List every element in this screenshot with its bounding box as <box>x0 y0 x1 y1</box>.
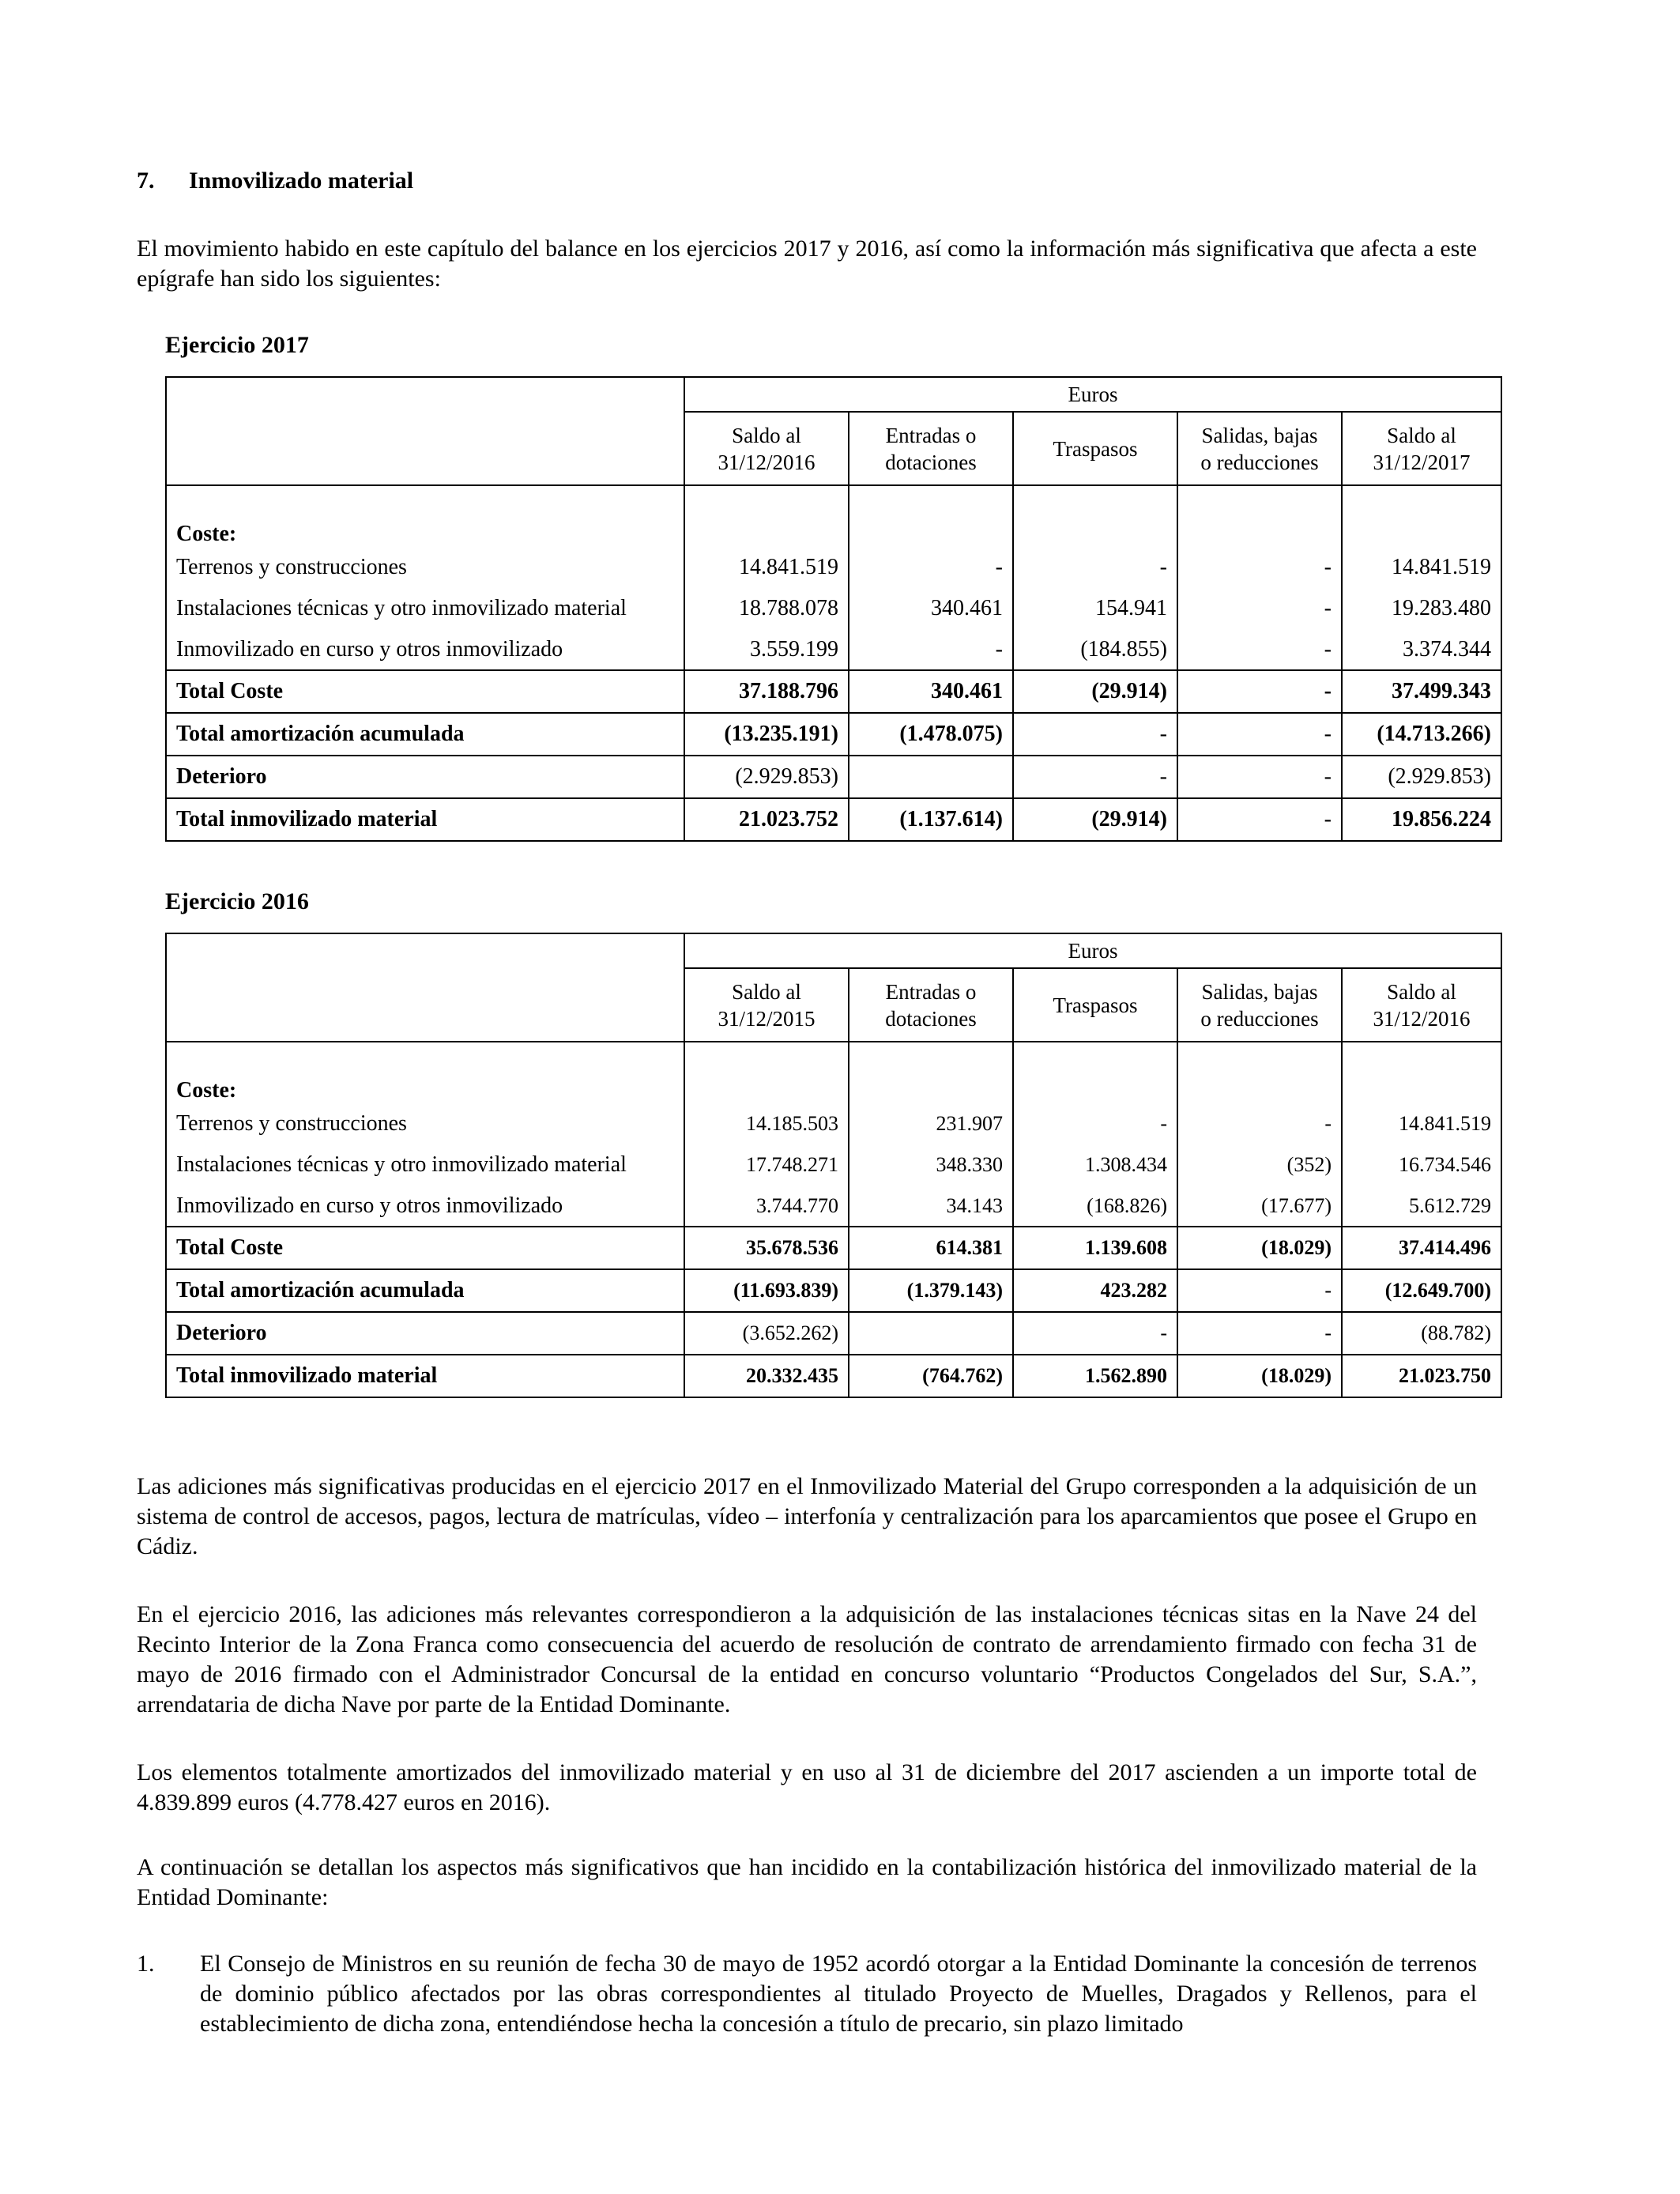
cell: (88.782) <box>1342 1312 1501 1355</box>
row-label: Deterioro <box>166 756 684 798</box>
deterioro-row <box>166 1312 1501 1355</box>
amortizacion-row <box>166 713 1501 756</box>
cell: 20.332.435 <box>684 1355 849 1397</box>
paragraph-totalmente-amortizados: Los elementos totalmente amortizados del inmovilizado material y en uso al 31 de diciembre del 2017 ascienden a un importe total de 4.839.899 euros (4.778.427 euros en 2016). <box>137 1759 1477 1815</box>
table-row <box>166 547 1501 588</box>
cell: 21.023.750 <box>1342 1355 1501 1397</box>
cell: 16.734.546 <box>1342 1144 1501 1186</box>
table-row <box>166 629 1501 670</box>
cell: - <box>1177 756 1342 798</box>
cell: - <box>1013 547 1177 588</box>
section-heading <box>137 168 413 194</box>
cell: 614.381 <box>849 1227 1013 1269</box>
cell: - <box>1177 713 1342 756</box>
cell: 14.185.503 <box>684 1103 849 1144</box>
col-header: Traspasos <box>1013 412 1177 485</box>
cell: 423.282 <box>1013 1269 1177 1312</box>
cell: 1.308.434 <box>1013 1144 1177 1186</box>
coste-label: Coste: <box>166 1042 684 1103</box>
cell: 231.907 <box>849 1103 1013 1144</box>
cell: - <box>1013 1312 1177 1355</box>
col-header: Saldo al 31/12/2017 <box>1342 412 1501 485</box>
total-row <box>166 798 1501 841</box>
cell: - <box>849 547 1013 588</box>
row-label: Total inmovilizado material <box>166 1355 684 1397</box>
row-label: Terrenos y construcciones <box>166 547 684 588</box>
cell: 5.612.729 <box>1342 1186 1501 1227</box>
cell: 14.841.519 <box>1342 1103 1501 1144</box>
cell: 35.678.536 <box>684 1227 849 1269</box>
currency-header: Euros <box>684 377 1501 412</box>
cell: 19.283.480 <box>1342 588 1501 629</box>
section-title: Inmovilizado material <box>189 168 414 194</box>
col-header: Saldo al 31/12/2016 <box>1342 968 1501 1042</box>
deterioro-row <box>166 756 1501 798</box>
cell: (3.652.262) <box>684 1312 849 1355</box>
table-2017 <box>165 376 1502 842</box>
cell: (764.762) <box>849 1355 1013 1397</box>
cell: - <box>849 629 1013 670</box>
cell: (11.693.839) <box>684 1269 849 1312</box>
cell: 340.461 <box>849 670 1013 713</box>
paragraph-adiciones-2017: Las adiciones más significativas producidas en el ejercicio 2017 en el Inmovilizado Material del Grupo corresponden a la adquisición de un sistema de control de accesos, pagos, lectura de matrículas, vídeo – interfonía y centralización para los aparcamientos que posee el Grupo en Cádiz. <box>137 1473 1477 1559</box>
cell: (352) <box>1177 1144 1342 1186</box>
col-header: Salidas, bajas o reducciones <box>1177 968 1342 1042</box>
cell: 18.788.078 <box>684 588 849 629</box>
cell: - <box>1177 1312 1342 1355</box>
row-label: Total Coste <box>166 1227 684 1269</box>
cell: - <box>1177 547 1342 588</box>
amortizacion-row <box>166 1269 1501 1312</box>
table-2017-heading: Ejercicio 2017 <box>165 332 309 358</box>
cell <box>849 1312 1013 1355</box>
cell: (184.855) <box>1013 629 1177 670</box>
table-2016-heading: Ejercicio 2016 <box>165 888 309 914</box>
table-row <box>166 1186 1501 1227</box>
list-item-text: El Consejo de Ministros en su reunión de fecha 30 de mayo de 1952 acordó otorgar a la Entidad Dominante la concesión de terrenos de dominio público afectados por las obras correspondientes al titulado Proyecto de Muelles, Dragados y Rellenos, para el establecimiento de dicha zona, entendiéndose hecha la concesión a título de precario, sin plazo limitado <box>200 1951 1477 2037</box>
cell: (18.029) <box>1177 1355 1342 1397</box>
cell: - <box>1177 798 1342 841</box>
row-label: Inmovilizado en curso y otros inmovilizado <box>166 629 684 670</box>
table-row <box>166 588 1501 629</box>
cell: 1.562.890 <box>1013 1355 1177 1397</box>
cell: (17.677) <box>1177 1186 1342 1227</box>
coste-label: Coste: <box>166 485 684 547</box>
cell: - <box>1177 588 1342 629</box>
cell: 3.559.199 <box>684 629 849 670</box>
col-header: Saldo al 31/12/2016 <box>684 412 849 485</box>
cell: - <box>1177 1269 1342 1312</box>
cell: (2.929.853) <box>684 756 849 798</box>
cell: - <box>1013 1103 1177 1144</box>
row-label: Total amortización acumulada <box>166 713 684 756</box>
cell: 19.856.224 <box>1342 798 1501 841</box>
cell: (14.713.266) <box>1342 713 1501 756</box>
cell: 14.841.519 <box>1342 547 1501 588</box>
row-label: Instalaciones técnicas y otro inmovilizado material <box>166 588 684 629</box>
cell: (18.029) <box>1177 1227 1342 1269</box>
paragraph-adiciones-2016: En el ejercicio 2016, las adiciones más relevantes correspondieron a la adquisición de las instalaciones técnicas sitas en la Nave 24 del Recinto Interior de la Zona Franca como consecuencia del acuerdo de resolución de contrato de arrendamiento firmado con fecha 31 de mayo de 2016 firmado con el Administrador Concursal de la entidad en concurso voluntario “Productos Congelados del Sur, S.A.”, arrendataria de dicha Nave por parte de la Entidad Dominante. <box>137 1601 1477 1717</box>
row-label: Total inmovilizado material <box>166 798 684 841</box>
table-row <box>166 1144 1501 1186</box>
total-coste-row <box>166 670 1501 713</box>
col-header: Entradas o dotaciones <box>849 968 1013 1042</box>
cell: (1.478.075) <box>849 713 1013 756</box>
cell: 3.374.344 <box>1342 629 1501 670</box>
col-header: Entradas o dotaciones <box>849 412 1013 485</box>
cell: (2.929.853) <box>1342 756 1501 798</box>
cell: 37.414.496 <box>1342 1227 1501 1269</box>
table-2016 <box>165 933 1502 1398</box>
cell: (13.235.191) <box>684 713 849 756</box>
list-item <box>137 1949 1477 2039</box>
cell: 17.748.271 <box>684 1144 849 1186</box>
cell: 37.188.796 <box>684 670 849 713</box>
cell: - <box>1177 1103 1342 1144</box>
cell: 34.143 <box>849 1186 1013 1227</box>
section-number: 7. <box>137 168 155 194</box>
cell: 1.139.608 <box>1013 1227 1177 1269</box>
col-header: Saldo al 31/12/2015 <box>684 968 849 1042</box>
intro-paragraph: El movimiento habido en este capítulo del balance en los ejercicios 2017 y 2016, así como la información más significativa que afecta a este epígrafe han sido los siguientes: <box>137 236 1477 292</box>
total-coste-row <box>166 1227 1501 1269</box>
cell: - <box>1177 629 1342 670</box>
cell: 154.941 <box>1013 588 1177 629</box>
table-row <box>166 1103 1501 1144</box>
cell: 21.023.752 <box>684 798 849 841</box>
cell: (1.137.614) <box>849 798 1013 841</box>
list-marker: 1. <box>137 1951 155 1977</box>
cell: (1.379.143) <box>849 1269 1013 1312</box>
row-label: Deterioro <box>166 1312 684 1355</box>
cell: - <box>1013 756 1177 798</box>
paragraph-aspectos: A continuación se detallan los aspectos más significativos que han incidido en la contabilización histórica del inmovilizado material de la Entidad Dominante: <box>137 1854 1477 1910</box>
currency-header: Euros <box>684 933 1501 968</box>
cell: - <box>1013 713 1177 756</box>
row-label: Instalaciones técnicas y otro inmovilizado material <box>166 1144 684 1186</box>
row-label: Total amortización acumulada <box>166 1269 684 1312</box>
total-row <box>166 1355 1501 1397</box>
cell: 37.499.343 <box>1342 670 1501 713</box>
cell: 348.330 <box>849 1144 1013 1186</box>
cell: (29.914) <box>1013 670 1177 713</box>
cell <box>849 756 1013 798</box>
cell: (168.826) <box>1013 1186 1177 1227</box>
cell: (29.914) <box>1013 798 1177 841</box>
cell: 340.461 <box>849 588 1013 629</box>
row-label: Total Coste <box>166 670 684 713</box>
row-label: Terrenos y construcciones <box>166 1103 684 1144</box>
row-label: Inmovilizado en curso y otros inmovilizado <box>166 1186 684 1227</box>
col-header: Traspasos <box>1013 968 1177 1042</box>
cell: - <box>1177 670 1342 713</box>
cell: 3.744.770 <box>684 1186 849 1227</box>
col-header: Salidas, bajas o reducciones <box>1177 412 1342 485</box>
cell: (12.649.700) <box>1342 1269 1501 1312</box>
cell: 14.841.519 <box>684 547 849 588</box>
